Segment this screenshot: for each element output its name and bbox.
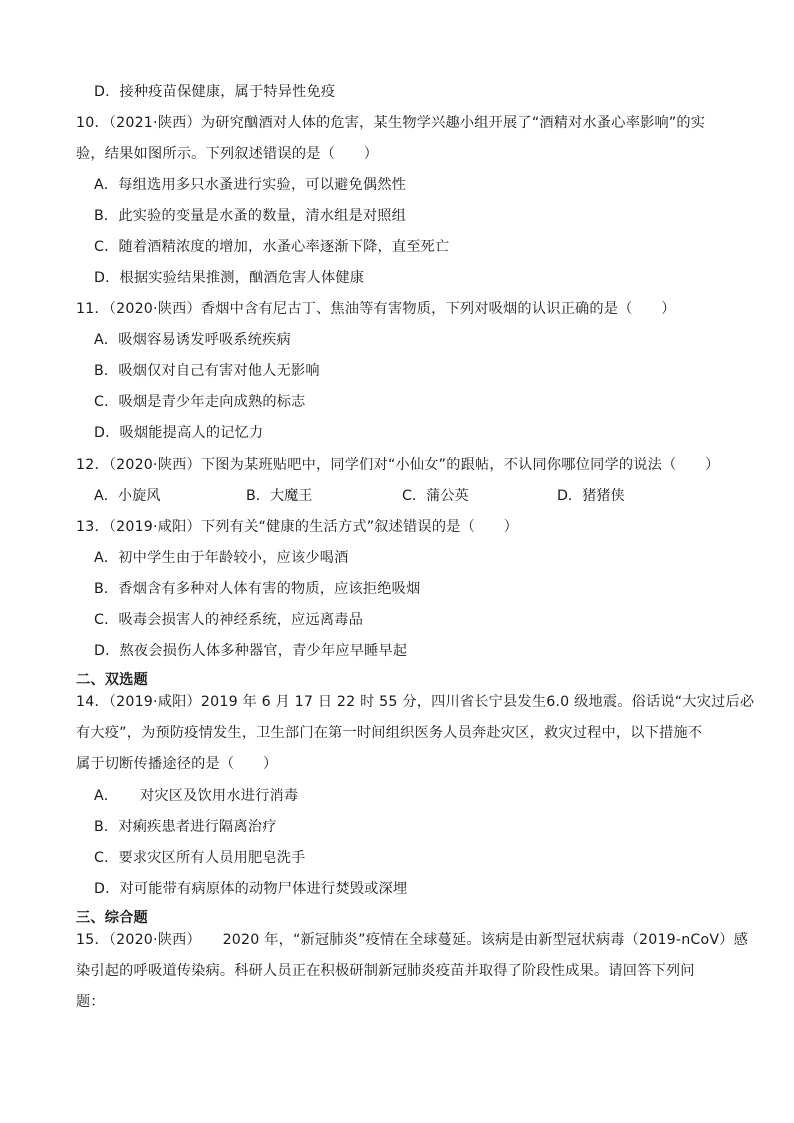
q12-option-d: D．猪猪侠	[557, 488, 625, 504]
q11-stem: 11．（2020·陕西）香烟中含有尼古丁、焦油等有害物质，下列对吸烟的认识正确的是（ ）	[76, 301, 676, 317]
q11-option-b: B．吸烟仅对自己有害对他人无影响	[94, 363, 320, 379]
q10-option-d: D．根据实验结果推测，酗酒危害人体健康	[94, 270, 365, 286]
section-heading-comprehensive: 三、综合题	[76, 910, 148, 926]
q12-stem: 12．（2020·陕西）下图为某班贴吧中，同学们对“小仙女”的跟帖，不认同你哪位同学的说法（ ）	[76, 457, 720, 473]
q10-stem-line1: 10．（2021·陕西）为研究酗酒对人体的危害，某生物学兴趣小组开展了“酒精对水蚤心率影响”的实	[76, 115, 706, 131]
q13-option-a: A．初中学生由于年龄较小，应该少喝酒	[94, 550, 349, 566]
q14-option-a: A． 对灾区及饮用水进行消毒	[94, 788, 299, 804]
q12-option-b: B．大魔王	[246, 488, 313, 504]
q10-option-b: B．此实验的变量是水蚤的数量，清水组是对照组	[94, 208, 407, 224]
q13-stem: 13．（2019·咸阳）下列有关“健康的生活方式”叙述错误的是（ ）	[76, 519, 519, 535]
q10-stem-line2: 验，结果如图所示。下列叙述错误的是（ ）	[76, 146, 379, 162]
q14-option-d: D．对可能带有病原体的动物尸体进行焚毁或深埋	[94, 881, 408, 897]
q14-option-c: C．要求灾区所有人员用肥皂洗手	[94, 850, 306, 866]
q15-stem-line2: 染引起的呼吸道传染病。科研人员正在积极研制新冠肺炎疫苗并取得了阶段性成果。请回答下列问	[76, 963, 695, 979]
q11-option-a: A．吸烟容易诱发呼吸系统疾病	[94, 332, 291, 348]
q11-option-c: C．吸烟是青少年走向成熟的标志	[94, 394, 306, 410]
q14-stem-line3: 属于切断传播途径的是（ ）	[76, 756, 278, 772]
q10-option-c: C．随着酒精浓度的增加，水蚤心率逐渐下降，直至死亡	[94, 239, 450, 255]
q14-stem-line2: 有大疫”，为预防疫情发生，卫生部门在第一时间组织医务人员奔赴灾区，救灾过程中，以下措施不	[76, 725, 703, 741]
q15-stem-line1: 15．（2020·陕西） 2020 年，“新冠肺炎”疫情在全球蔓延。该病是由新型冠状病毒（2019-nCoV）感	[76, 932, 749, 948]
q11-option-d: D．吸烟能提高人的记忆力	[94, 425, 264, 441]
q12-option-c: C．蒲公英	[402, 488, 469, 504]
q14-option-b: B．对痢疾患者进行隔离治疗	[94, 819, 277, 835]
q15-stem-line3: 题：	[76, 994, 105, 1010]
q13-option-b: B．香烟含有多种对人体有害的物质，应该拒绝吸烟	[94, 581, 421, 597]
q13-option-d: D．熬夜会损伤人体多种器官，青少年应早睡早起	[94, 643, 408, 659]
q9-option-d: D．接种疫苗保健康，属于特异性免疫	[94, 84, 336, 100]
q10-option-a: A．每组选用多只水蚤进行实验，可以避免偶然性	[94, 177, 407, 193]
q13-option-c: C．吸毒会损害人的神经系统，应远离毒品	[94, 612, 364, 628]
q12-option-a: A．小旋风	[94, 488, 161, 504]
q14-stem-line1: 14．（2019·咸阳）2019 年 6 月 17 日 22 时 55 分，四川省长宁县发生6.0 级地震。俗话说“大灾过后必	[76, 694, 755, 710]
section-heading-double-choice: 二、双选题	[76, 672, 148, 688]
